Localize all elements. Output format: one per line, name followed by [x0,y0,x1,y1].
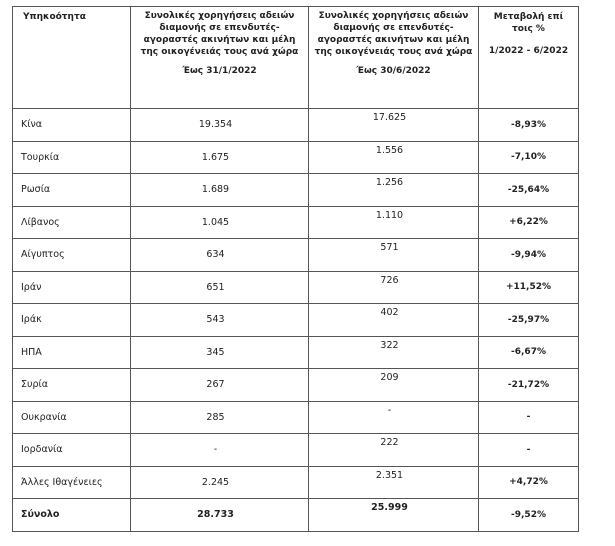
country-cell: Ιράν [13,271,131,304]
country-cell: Ουκρανία [13,401,131,434]
total-row [13,499,579,532]
jun-value-cell: 726 [309,271,479,304]
country-cell: Ιορδανία [13,434,131,467]
country-cell: Λίβανος [13,206,131,239]
change-cell: -25,97% [479,304,579,337]
change-cell: +6,22% [479,206,579,239]
total-jan-value: 28.733 [131,499,309,532]
country-cell: ΗΠΑ [13,336,131,369]
header-nationality: Υπηκοότητα [13,7,131,109]
jan-value-cell: 267 [131,369,309,402]
permits-table [12,6,579,532]
header-row [13,7,579,109]
table-row [13,336,579,369]
jan-value-cell: 634 [131,239,309,272]
country-cell: Άλλες Ιθαγένειες [13,466,131,499]
jan-value-cell: 19.354 [131,109,309,142]
header-jan [131,7,309,109]
change-cell: -6,67% [479,336,579,369]
header-jun [309,7,479,109]
change-cell: -7,10% [479,141,579,174]
total-jun-value: 25.999 [309,499,479,532]
change-cell: - [479,401,579,434]
jun-value-cell: 222 [309,434,479,467]
change-cell: +11,52% [479,271,579,304]
change-cell: -8,93% [479,109,579,142]
jan-value-cell: 1.675 [131,141,309,174]
change-cell: +4,72% [479,466,579,499]
jan-value-cell: 2.245 [131,466,309,499]
header-jun-title: Συνολικές χορηγήσεις αδειών διαμονής σε επενδυτές-αγοραστές ακινήτων και μέλη της οικογένειάς τους ανά χώρα [314,11,473,58]
change-cell: -25,64% [479,174,579,207]
jan-value-cell: 1.045 [131,206,309,239]
jun-value-cell: - [309,401,479,434]
jun-value-cell: 1.110 [309,206,479,239]
table-row [13,369,579,402]
country-cell: Ρωσία [13,174,131,207]
country-cell: Τουρκία [13,141,131,174]
table-row [13,466,579,499]
jan-value-cell: 285 [131,401,309,434]
country-cell: Ιράκ [13,304,131,337]
country-cell: Συρία [13,369,131,402]
jan-value-cell: 543 [131,304,309,337]
jun-value-cell: 17.625 [309,109,479,142]
country-cell: Κίνα [13,109,131,142]
jun-value-cell: 209 [309,369,479,402]
jan-value-cell: 345 [131,336,309,369]
jun-value-cell: 322 [309,336,479,369]
table-row [13,434,579,467]
jan-value-cell: 651 [131,271,309,304]
change-cell: -9,94% [479,239,579,272]
country-cell: Αίγυπτος [13,239,131,272]
total-change: -9,52% [479,499,579,532]
header-jun-date: Έως 30/6/2022 [356,65,431,76]
header-change [479,7,579,109]
header-jan-title: Συνολικές χορηγήσεις αδειών διαμονής σε επενδυτές-αγοραστές ακινήτων και μέλη της οικογένειάς τους ανά χώρα [140,11,299,58]
table-row [13,141,579,174]
table-row [13,401,579,434]
table-row [13,304,579,337]
jun-value-cell: 1.556 [309,141,479,174]
table-row [13,206,579,239]
jun-value-cell: 571 [309,239,479,272]
change-cell: -21,72% [479,369,579,402]
jun-value-cell: 1.256 [309,174,479,207]
jan-value-cell: 1.689 [131,174,309,207]
total-label: Σύνολο [13,499,131,532]
table-row [13,174,579,207]
header-jan-date: Έως 31/1/2022 [182,65,257,76]
change-cell: - [479,434,579,467]
table-row [13,271,579,304]
jun-value-cell: 2.351 [309,466,479,499]
jan-value-cell: - [131,434,309,467]
header-change-title: Μεταβολή επί τοις % [493,12,564,35]
header-change-period: 1/2022 - 6/2022 [488,46,569,57]
jun-value-cell: 402 [309,304,479,337]
table-row [13,109,579,142]
table-row [13,239,579,272]
